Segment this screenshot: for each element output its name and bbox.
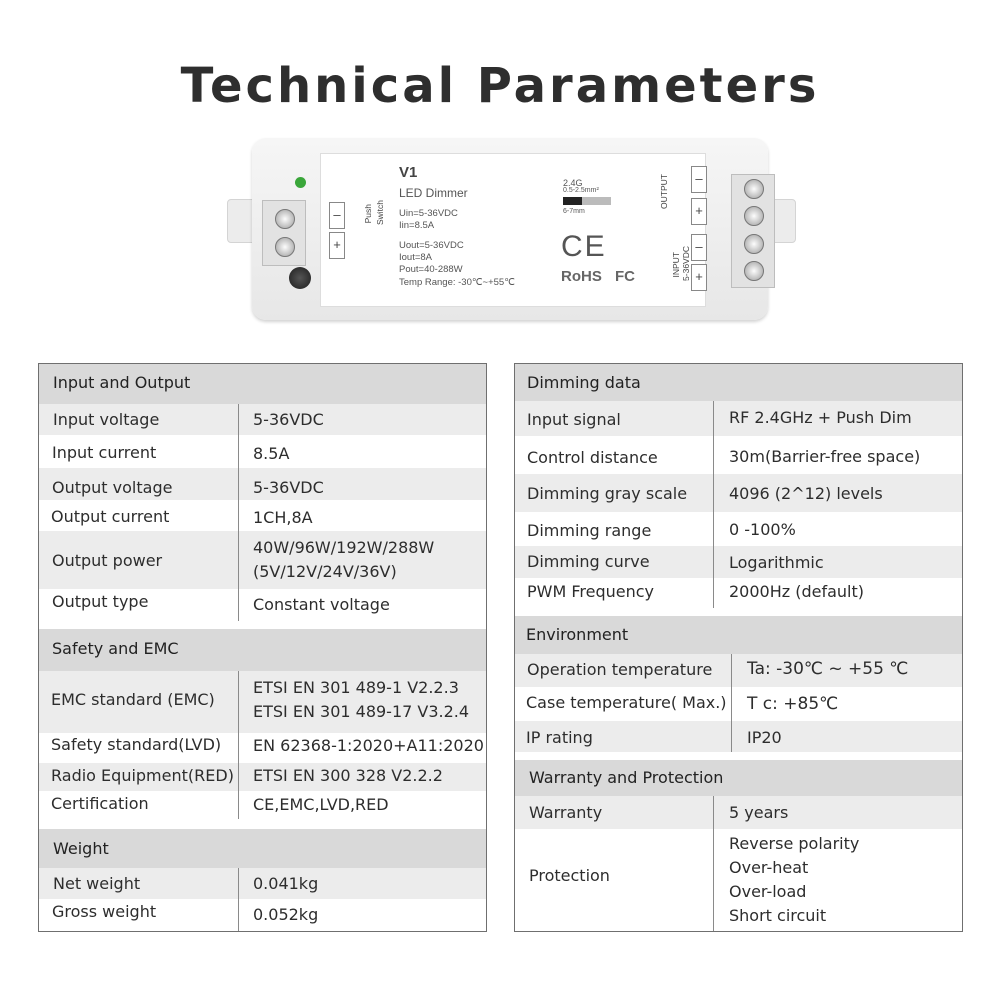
row-label: Input signal (527, 410, 621, 429)
output-label: OUTPUT (659, 174, 669, 209)
iin-spec: Iin=8.5A (399, 220, 435, 231)
row-value: 5-36VDC (253, 478, 324, 497)
input-range-label: 5-36VDC (681, 246, 691, 281)
model-name: V1 (399, 164, 418, 181)
uin-spec: Uin=5-36VDC (399, 208, 458, 219)
row-value: CE,EMC,LVD,RED (253, 795, 389, 814)
row-label: Protection (529, 866, 610, 885)
row-value: T c: +85℃ (747, 694, 839, 714)
row-label: Output current (51, 507, 170, 526)
row-value: 4096 (2^12) levels (729, 484, 883, 503)
row-value: Logarithmic (729, 553, 824, 572)
wire-size: 0.5-2.5mm² (563, 187, 599, 194)
row-label: Output voltage (52, 478, 173, 497)
row-label: PWM Frequency (527, 582, 655, 601)
row-label: Dimming range (527, 521, 652, 540)
run-led-indicator (295, 177, 306, 188)
row-value: 0.041kg (253, 874, 319, 893)
row-label: Input current (52, 443, 157, 462)
screw-icon (744, 206, 764, 226)
row-value: Over-load (729, 882, 807, 901)
match-button[interactable] (289, 267, 311, 289)
row-value: ETSI EN 301 489-17 V3.2.4 (253, 702, 470, 721)
section-title-warranty: Warranty and Protection (529, 768, 724, 787)
row-label: EMC standard (EMC) (51, 690, 215, 709)
output-plus: + (691, 198, 707, 225)
row-label: Warranty (529, 803, 603, 822)
led-dimmer-device (225, 136, 795, 326)
row-value: 1CH,8A (253, 508, 313, 527)
section-title-input-output: Input and Output (53, 373, 191, 392)
column-divider (713, 401, 714, 608)
row-label: Control distance (527, 448, 658, 467)
row-label: IP rating (526, 728, 593, 747)
row-value: ETSI EN 300 328 V2.2.2 (253, 766, 443, 785)
strip-length: 6-7mm (563, 208, 585, 215)
uout-spec: Uout=5-36VDC (399, 240, 464, 251)
row-value: 5-36VDC (253, 410, 324, 429)
row-value: ETSI EN 301 489-1 V2.2.3 (253, 678, 459, 697)
row-value: Ta: -30℃ ~ +55 ℃ (747, 659, 909, 679)
column-divider (238, 404, 239, 621)
input-plus: + (691, 264, 707, 291)
row-value: 30m(Barrier-free space) (729, 447, 921, 466)
screw-icon (744, 179, 764, 199)
section-title-environment: Environment (526, 625, 629, 644)
product-name: LED Dimmer (399, 186, 468, 200)
push-label: Push (363, 204, 373, 224)
row-label: Net weight (53, 874, 141, 893)
row-value: 0 -100% (729, 520, 796, 539)
fc-mark: FC (615, 268, 635, 285)
output-minus: – (691, 166, 707, 193)
row-label: Certification (51, 794, 149, 813)
row-label: Input voltage (53, 410, 160, 429)
switch-minus: – (329, 202, 345, 229)
section-title-weight: Weight (53, 839, 109, 858)
row-value: RF 2.4GHz + Push Dim (729, 408, 912, 427)
row-label: Safety standard(LVD) (51, 735, 222, 754)
column-divider (731, 654, 732, 752)
screw-icon (744, 234, 764, 254)
section-title-dimming: Dimming data (527, 373, 641, 392)
row-value: 8.5A (253, 444, 290, 463)
row-label: Output type (52, 592, 149, 611)
row-label: Gross weight (52, 902, 157, 921)
rohs-mark: RoHS (561, 268, 602, 285)
row-value: Short circuit (729, 906, 827, 925)
row-value: (5V/12V/24V/36V) (253, 562, 397, 581)
row-label: Output power (52, 551, 163, 570)
left-spec-table (38, 363, 487, 932)
row-label: Operation temperature (527, 660, 713, 679)
screw-icon (275, 237, 295, 257)
pout-spec: Pout=40-288W (399, 264, 463, 275)
row-label: Radio Equipment(RED) (51, 766, 234, 785)
section-title-safety: Safety and EMC (52, 639, 179, 658)
ce-mark: CE (561, 230, 607, 263)
row-value: Over-heat (729, 858, 809, 877)
row-value: 40W/96W/192W/288W (253, 538, 435, 557)
input-label: INPUT (671, 252, 681, 278)
row-value: IP20 (747, 728, 782, 747)
column-divider (713, 796, 714, 931)
product-label (320, 153, 706, 307)
input-minus: – (691, 234, 707, 261)
switch-plus: + (329, 232, 345, 259)
temp-spec: Temp Range: -30℃~+55℃ (399, 277, 515, 288)
screw-icon (744, 261, 764, 281)
rf-label: 2.4G (563, 178, 583, 188)
column-divider (238, 671, 239, 819)
page-title: Technical Parameters (180, 58, 820, 114)
column-divider (238, 868, 239, 931)
row-value: Reverse polarity (729, 834, 860, 853)
row-value: 5 years (729, 803, 789, 822)
screw-icon (275, 209, 295, 229)
wire-strip-icon (563, 197, 611, 205)
switch-label: Switch (375, 200, 385, 226)
iout-spec: Iout=8A (399, 252, 433, 263)
push-switch-terminal (262, 200, 306, 266)
row-value: Constant voltage (253, 595, 390, 614)
output-input-terminal (731, 174, 775, 288)
row-value: EN 62368-1:2020+A11:2020 (253, 736, 484, 755)
right-spec-table (514, 363, 963, 932)
row-label: Case temperature( Max.) (526, 693, 727, 712)
row-label: Dimming curve (527, 552, 650, 571)
row-label: Dimming gray scale (527, 484, 688, 503)
row-value: 0.052kg (253, 905, 319, 924)
row-value: 2000Hz (default) (729, 582, 865, 601)
